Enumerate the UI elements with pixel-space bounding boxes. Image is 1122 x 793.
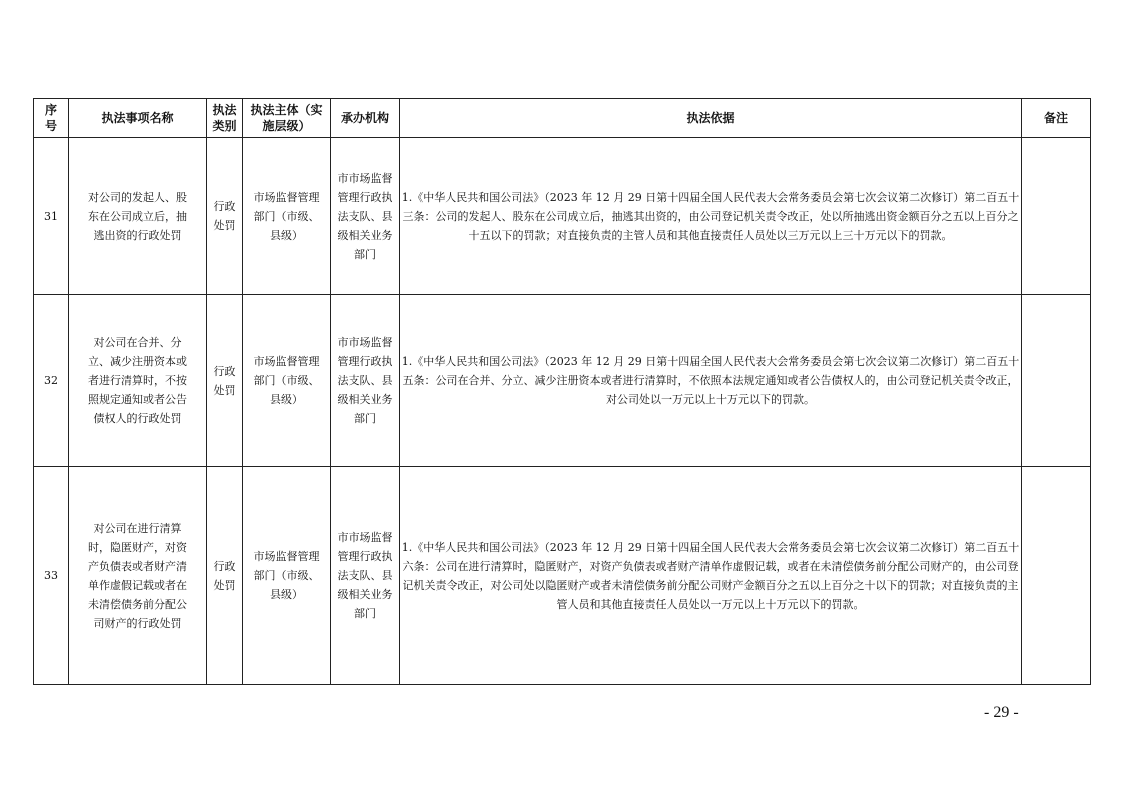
header-seq: 序号 — [34, 99, 69, 138]
row-category: 行政处罚 — [207, 138, 243, 295]
table-row — [34, 295, 1091, 467]
row-basis: 1.《中华人民共和国公司法》（2023 年 12 月 29 日第十四届全国人民代表大会常务委员会第七次会议第二次修订）第二百五十五条：公司在合并、分立、减少注册资本或者进行清算时，不依照本法规定通知或者公告债权人的，由公司登记机关责令改正，对公司处以一万元以上十万元以下的罚款。 — [400, 295, 1022, 467]
row-subject: 市场监督管理部门（市级、县级） — [243, 295, 331, 467]
header-subject: 执法主体（实施层级） — [243, 99, 331, 138]
row-agency: 市市场监督管理行政执法支队、县级相关业务部门 — [331, 138, 400, 295]
row-seq: 33 — [34, 467, 69, 685]
row-seq: 32 — [34, 295, 69, 467]
header-category: 执法类别 — [207, 99, 243, 138]
header-basis: 执法依据 — [400, 99, 1022, 138]
page-number: - 29 - — [984, 704, 1019, 721]
row-remark — [1022, 467, 1091, 685]
row-remark — [1022, 138, 1091, 295]
header-name: 执法事项名称 — [69, 99, 207, 138]
row-remark — [1022, 295, 1091, 467]
table-row — [34, 138, 1091, 295]
header-remark: 备注 — [1022, 99, 1091, 138]
row-agency: 市市场监督管理行政执法支队、县级相关业务部门 — [331, 295, 400, 467]
row-agency: 市市场监督管理行政执法支队、县级相关业务部门 — [331, 467, 400, 685]
row-seq: 31 — [34, 138, 69, 295]
row-category: 行政处罚 — [207, 295, 243, 467]
row-basis: 1.《中华人民共和国公司法》（2023 年 12 月 29 日第十四届全国人民代表大会常务委员会第七次会议第二次修订）第二百五十六条：公司在进行清算时，隐匿财产，对资产负债表或者财产清单作虚假记载，或者在未清偿债务前分配公司财产的，由公司登记机关责令改正，对公司处以隐匿财产或者未清偿债务前分配公司财产金额百分之五以上百分之十以下的罚款；对直接负责的主管人员和其他直接责任人员处以一万元以上十万元以下的罚款。 — [400, 467, 1022, 685]
row-subject: 市场监督管理部门（市级、县级） — [243, 467, 331, 685]
enforcement-items-table — [33, 98, 1091, 685]
header-agency: 承办机构 — [331, 99, 400, 138]
row-subject: 市场监督管理部门（市级、县级） — [243, 138, 331, 295]
row-basis: 1.《中华人民共和国公司法》（2023 年 12 月 29 日第十四届全国人民代表大会常务委员会第七次会议第二次修订）第二百五十三条：公司的发起人、股东在公司成立后，抽逃其出资的，由公司登记机关责令改正，处以所抽逃出资金额百分之五以上百分之十五以下的罚款；对直接负责的主管人员和其他直接责任人员处以三万元以上三十万元以下的罚款。 — [400, 138, 1022, 295]
row-name: 对公司在进行清算时，隐匿财产，对资产负债表或者财产清单作虚假记载或者在未清偿债务前分配公司财产的行政处罚 — [69, 467, 207, 685]
row-name: 对公司的发起人、股东在公司成立后，抽逃出资的行政处罚 — [69, 138, 207, 295]
row-name: 对公司在合并、分立、减少注册资本或者进行清算时，不按照规定通知或者公告债权人的行政处罚 — [69, 295, 207, 467]
row-category: 行政处罚 — [207, 467, 243, 685]
table-header-row — [34, 99, 1091, 138]
table-row — [34, 467, 1091, 685]
